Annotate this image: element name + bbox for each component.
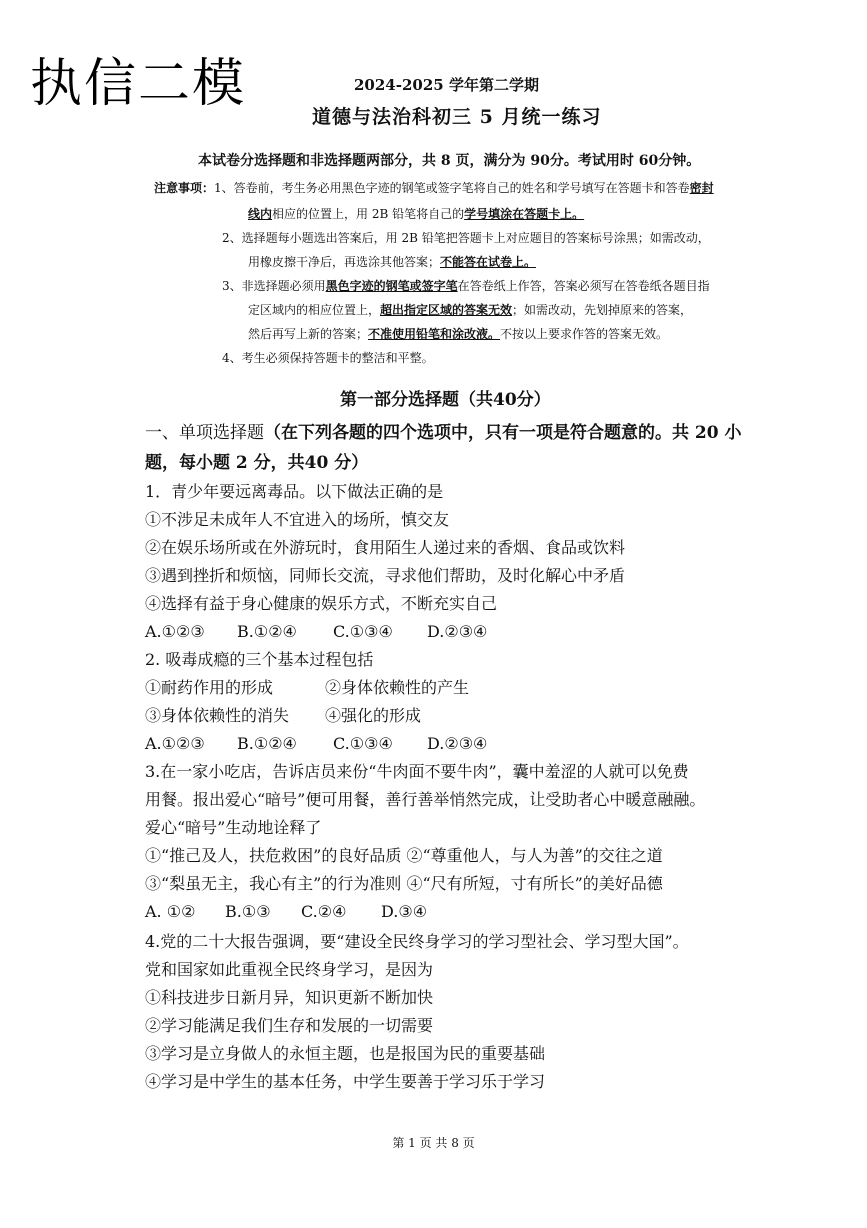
q1-options: [145, 624, 487, 640]
notes-label: 注意事项：: [154, 181, 215, 195]
note-text: 不按以上要求作答的答案无效。: [500, 327, 669, 341]
q2-statement-1: ①耐药作用的形成: [145, 678, 274, 697]
q3-option-c: C.②④: [301, 902, 347, 921]
note-text: 定区域内的相应位置上，: [248, 303, 381, 317]
school-stamp-title: 执信二模: [30, 54, 247, 114]
note-3c: [248, 328, 668, 340]
note-underline: 密封: [689, 181, 714, 195]
note-bold: 超出指定区域的答案无效: [380, 303, 513, 317]
note-text: ；如需改动，先划掉原来的答案，: [512, 303, 693, 317]
q2-option-c: C.①③④: [333, 734, 393, 753]
q3-line-2: 用餐。报出爱心“暗号”便可用餐，善行善举悄然完成，让受助者心中暖意融融。: [145, 790, 706, 809]
q2-statements-row-2: [145, 708, 421, 724]
section-heading-line-2: 题，每小题 2 分，共40 分）: [145, 453, 369, 473]
note-text: 用橡皮擦干净后，再选涂其他答案；: [248, 255, 441, 269]
page-footer: 第 1 页 共 8 页: [392, 1136, 475, 1150]
q2-statement-4: ④强化的形成: [325, 706, 422, 725]
q4-statement-3: ③学习是立身做人的永恒主题，也是报国为民的重要基础: [145, 1044, 546, 1063]
exam-intro: 本试卷分选择题和非选择题两部分，共 8 页，满分为 90分。考试用时 60分钟。: [198, 153, 701, 169]
q1-statement-3: ③遇到挫折和烦恼，同师长交流，寻求他们帮助，及时化解心中矛盾: [145, 566, 626, 585]
heading-lead: 一、单项选择题: [145, 423, 264, 443]
note-2a: 2、选择题每小题选出答案后，用 2B 铅笔把答题卡上对应题目的答案标号涂黑；如需改动，: [222, 231, 710, 245]
q2-statements-row-1: [145, 680, 469, 696]
q3-option-d: D.③④: [381, 902, 428, 921]
q3-line-1: 3.在一家小吃店，告诉店员来份“牛肉面不要牛肉”，囊中羞涩的人就可以免费: [145, 762, 689, 781]
q1-option-b: B.①②④: [237, 622, 297, 641]
note-text: 然后再写上新的答案；: [248, 327, 369, 341]
q4-line-2: 党和国家如此重视全民终身学习，是因为: [145, 960, 434, 979]
note-bold: 学号填涂在答题卡上。: [464, 207, 585, 221]
q4-statement-1: ①科技进步日新月异，知识更新不断加快: [145, 988, 434, 1007]
note-4: 4、考生必须保持答题卡的整洁和平整。: [222, 351, 434, 365]
q2-statement-2: ②身体依赖性的产生: [325, 678, 470, 697]
q3-option-a: A. ①②: [145, 902, 196, 921]
q2-option-d: D.②③④: [427, 734, 488, 753]
q2-options: [145, 736, 487, 752]
q3-line-3: 爱心“暗号”生动地诠释了: [145, 818, 322, 837]
term-label: 2024-2025 学年第二学期: [354, 76, 539, 94]
note-underline: 线内: [248, 207, 273, 221]
q4-statement-4: ④学习是中学生的基本任务，中学生要善于学习乐于学习: [145, 1072, 546, 1091]
q2-option-b: B.①②④: [237, 734, 297, 753]
q1-statement-1: ①不涉足未成年人不宜进入的场所，慎交友: [145, 510, 450, 529]
note-text: 3、非选择题必须用: [222, 279, 326, 293]
note-2b: [248, 256, 536, 268]
note-text: 在答卷纸上作答，答案必须写在答卷纸各题目指: [457, 279, 710, 293]
q3-options: [145, 904, 427, 920]
q1-option-c: C.①③④: [333, 622, 393, 641]
q2-statement-3: ③身体依赖性的消失: [145, 706, 290, 725]
note-text: 相应的位置上，用 2B 铅笔将自己的: [272, 207, 465, 221]
section-title: 第一部分选择题（共40分）: [340, 390, 551, 410]
section-heading-line-1: [145, 418, 742, 443]
q1-option-d: D.②③④: [427, 622, 488, 641]
q4-statement-2: ②学习能满足我们生存和发展的一切需要: [145, 1016, 434, 1035]
note-bold: 不能答在试卷上。: [440, 255, 537, 269]
q3-statement-2: ③“梨虽无主，我心有主”的行为准则 ④“尺有所短，寸有所长”的美好品德: [145, 874, 663, 893]
note-bold: 黑色字迹的钢笔或签字笔: [325, 279, 458, 293]
q1-statement-4: ④选择有益于身心健康的娱乐方式，不断充实自己: [145, 594, 498, 613]
heading-bold: （在下列各题的四个选项中，只有一项是符合题意的。共 20 小: [264, 423, 742, 443]
q3-option-b: B.①③: [225, 902, 271, 921]
note-1a: [154, 182, 714, 194]
q4-line-1: 4.党的二十大报告强调，要“建设全民终身学习的学习型社会、学习型大国”。: [145, 932, 689, 951]
note-3a: [222, 280, 710, 292]
q2-stem: 2. 吸毒成瘾的三个基本过程包括: [145, 650, 374, 669]
note-1b: [248, 208, 584, 220]
q1-statement-2: ②在娱乐场所或在外游玩时，食用陌生人递过来的香烟、食品或饮料: [145, 538, 626, 557]
q2-option-a: A.①②③: [145, 734, 205, 753]
q1-stem: 1．青少年要远离毒品。以下做法正确的是: [145, 482, 444, 501]
q1-option-a: A.①②③: [145, 622, 205, 641]
note-bold: 不准使用铅笔和涂改液。: [368, 327, 501, 341]
note-text: 1、答卷前，考生务必用黑色字迹的钢笔或签字笔将自己的姓名和学号填写在答题卡和答卷: [214, 181, 690, 195]
q3-statement-1: ①“推己及人，扶危救困”的良好品质 ②“尊重他人，与人为善”的交往之道: [145, 846, 663, 865]
exam-title: 道德与法治科初三 5 月统一练习: [312, 106, 602, 128]
note-3b: [248, 304, 692, 316]
